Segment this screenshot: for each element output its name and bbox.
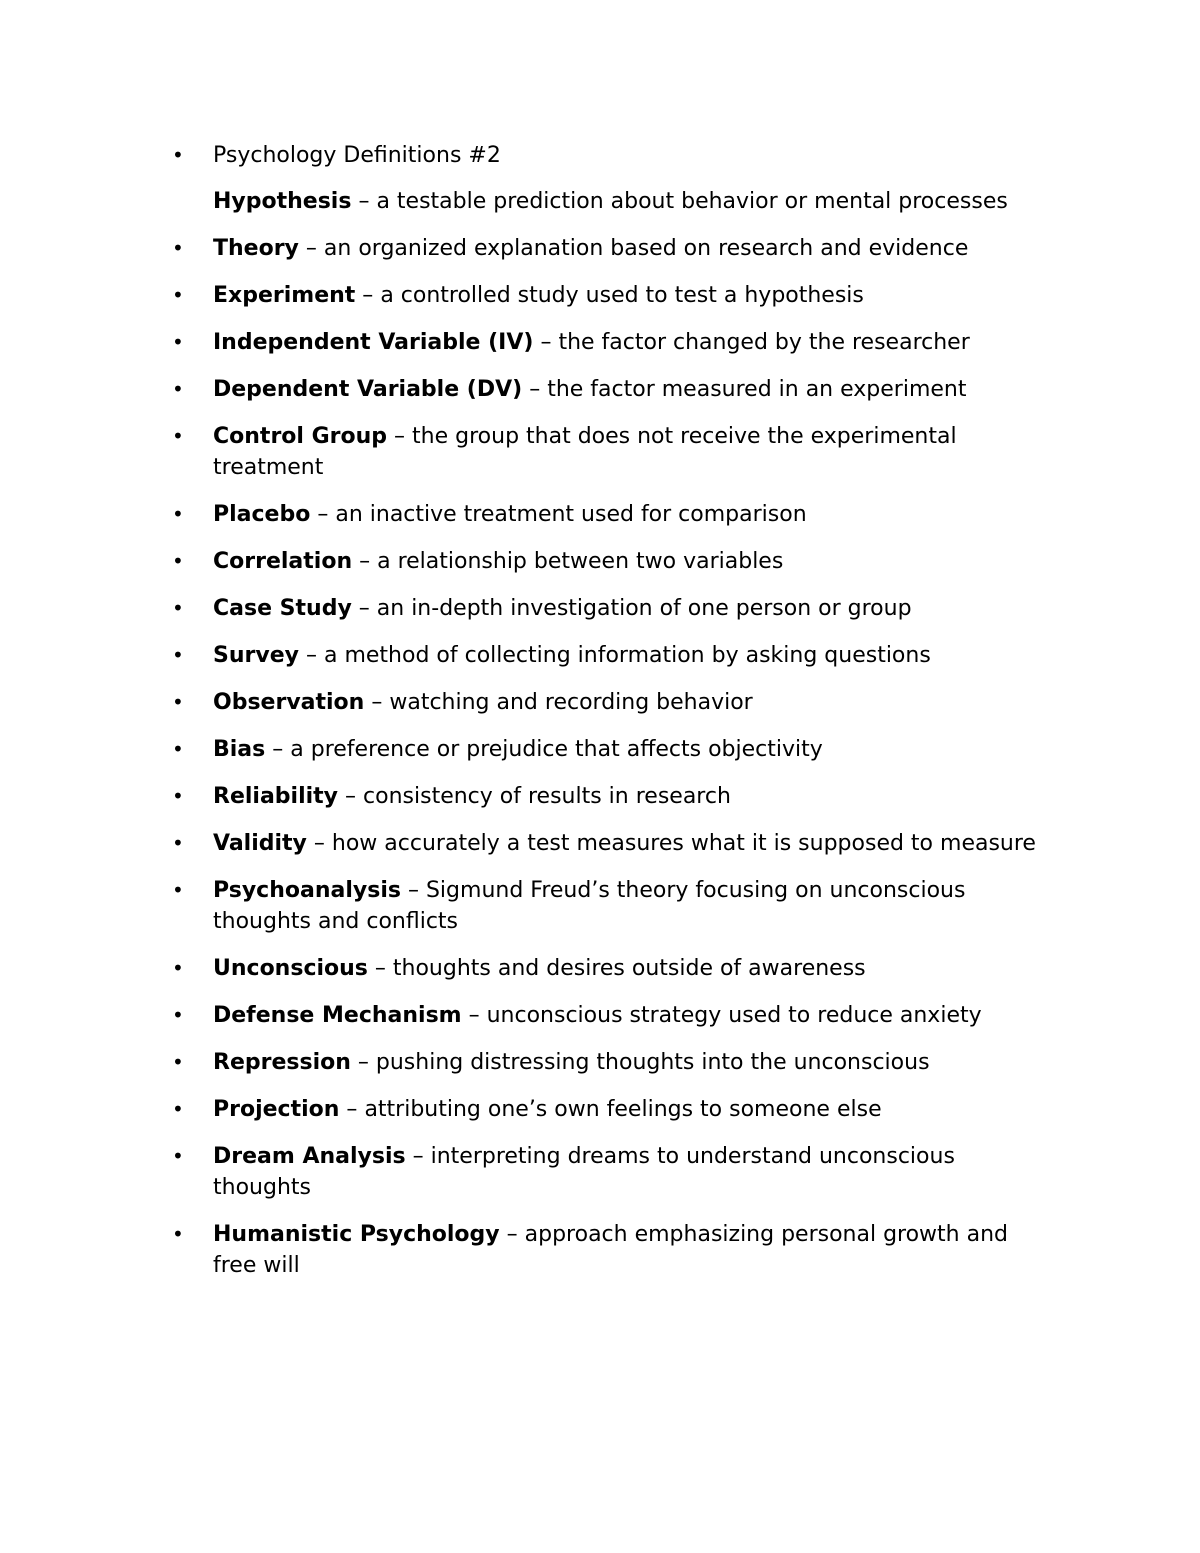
definition-separator: –	[306, 831, 332, 856]
definition-text: a method of collecting information by asking questions	[323, 643, 931, 668]
definition-separator: –	[339, 1097, 365, 1122]
definition-separator: –	[351, 596, 377, 621]
definition-text: approach emphasizing personal growth and free will	[213, 1222, 1009, 1278]
definition-term: Defense Mechanism	[213, 1003, 462, 1028]
definition-separator: –	[310, 502, 336, 527]
definition-term: Survey	[213, 643, 299, 668]
definition-term: Observation	[213, 690, 365, 715]
definition-term: Humanistic Psychology	[213, 1222, 500, 1247]
definition-text: interpreting dreams to understand unconscious thoughts	[213, 1144, 955, 1200]
definition-text: consistency of results in research	[363, 784, 731, 809]
definition-separator: –	[461, 1003, 487, 1028]
definition-term: Unconscious	[213, 956, 368, 981]
definition-term: Dependent Variable (DV)	[213, 377, 523, 402]
definition-term: Placebo	[213, 502, 311, 527]
bullet-icon: •	[172, 377, 184, 401]
bullet-icon: •	[172, 1097, 184, 1121]
list-item	[172, 421, 1052, 483]
list-item	[172, 327, 1052, 358]
definition-term: Theory	[213, 236, 299, 261]
definition-term: Projection	[213, 1097, 340, 1122]
list-item	[172, 499, 1052, 530]
bullet-icon: •	[172, 1222, 184, 1246]
definition-separator: –	[405, 1144, 431, 1169]
list-item	[172, 687, 1052, 718]
definition-text: the factor measured in an experiment	[547, 377, 967, 402]
list-item	[172, 1094, 1052, 1125]
list-item	[172, 1141, 1052, 1203]
list-item	[172, 640, 1052, 671]
document-title: Psychology Definitions #2	[213, 143, 501, 168]
list-item	[172, 374, 1052, 405]
definition-text: a preference or prejudice that affects objectivity	[290, 737, 823, 762]
definitions-list	[172, 140, 1052, 1297]
definition-term: Case Study	[213, 596, 352, 621]
definition-separator: –	[499, 1222, 525, 1247]
list-item	[172, 280, 1052, 311]
definition-separator: –	[298, 643, 324, 668]
definition-text: watching and recording behavior	[389, 690, 753, 715]
definition-separator: –	[338, 784, 364, 809]
definition-separator: –	[352, 549, 378, 574]
bullet-icon: •	[172, 424, 184, 448]
definition-term: Control Group	[213, 424, 388, 449]
definition-text: an inactive treatment used for comparison	[335, 502, 807, 527]
definition-separator: –	[298, 236, 324, 261]
bullet-icon: •	[172, 596, 184, 620]
definition-term: Reliability	[213, 784, 339, 809]
bullet-icon: •	[172, 1050, 184, 1074]
bullet-icon: •	[172, 737, 184, 761]
list-item	[172, 233, 1052, 264]
definition-term: Validity	[213, 831, 307, 856]
list-item	[172, 1219, 1052, 1281]
definition-text: unconscious strategy used to reduce anxiety	[486, 1003, 982, 1028]
list-item	[172, 734, 1052, 765]
bullet-icon: •	[172, 143, 184, 167]
bullet-icon: •	[172, 283, 184, 307]
definition-text: an organized explanation based on research and evidence	[323, 236, 969, 261]
definition-text: how accurately a test measures what it is supposed to measure	[331, 831, 1036, 856]
definition-text: Sigmund Freud’s theory focusing on unconscious thoughts and conflicts	[213, 878, 966, 934]
definition-term: Repression	[213, 1050, 351, 1075]
definition-term: Correlation	[213, 549, 353, 574]
definition-term: Dream Analysis	[213, 1144, 406, 1169]
definition-separator: –	[522, 377, 548, 402]
list-item	[172, 1047, 1052, 1078]
definition-text: attributing one’s own feelings to someone else	[364, 1097, 882, 1122]
definition-term: Hypothesis	[213, 189, 352, 214]
definition-separator: –	[387, 424, 413, 449]
definition-separator: –	[400, 878, 426, 903]
definition-text: an in-depth investigation of one person or group	[376, 596, 912, 621]
definition-text: a testable prediction about behavior or mental processes	[376, 189, 1008, 214]
list-item	[172, 953, 1052, 984]
list-item	[172, 593, 1052, 624]
bullet-icon: •	[172, 878, 184, 902]
list-item	[172, 546, 1052, 577]
bullet-icon: •	[172, 831, 184, 855]
definition-separator: –	[533, 330, 559, 355]
definition-text: a relationship between two variables	[377, 549, 784, 574]
definition-text: pushing distressing thoughts into the unconscious	[375, 1050, 930, 1075]
definition-text: a controlled study used to test a hypothesis	[380, 283, 864, 308]
definition-term: Psychoanalysis	[213, 878, 401, 903]
bullet-icon: •	[172, 1003, 184, 1027]
definition-term: Independent Variable (IV)	[213, 330, 534, 355]
bullet-icon: •	[172, 330, 184, 354]
definition-separator: –	[351, 189, 377, 214]
bullet-icon: •	[172, 690, 184, 714]
bullet-icon: •	[172, 1144, 184, 1168]
definition-term: Bias	[213, 737, 266, 762]
list-item	[172, 828, 1052, 859]
list-item-title	[172, 140, 1052, 171]
definition-separator: –	[367, 956, 393, 981]
definition-separator: –	[355, 283, 381, 308]
bullet-icon: •	[172, 549, 184, 573]
definition-text: the group that does not receive the experimental treatment	[213, 424, 957, 480]
bullet-icon: •	[172, 784, 184, 808]
definition-separator: –	[265, 737, 291, 762]
bullet-icon: •	[172, 956, 184, 980]
definition-separator: –	[350, 1050, 376, 1075]
bullet-icon: •	[172, 502, 184, 526]
list-item	[172, 781, 1052, 812]
list-item	[172, 186, 1052, 217]
definition-term: Experiment	[213, 283, 356, 308]
definition-text: the factor changed by the researcher	[558, 330, 970, 355]
list-item	[172, 875, 1052, 937]
definition-text: thoughts and desires outside of awareness	[392, 956, 866, 981]
list-item	[172, 1000, 1052, 1031]
bullet-icon: •	[172, 236, 184, 260]
definition-separator: –	[364, 690, 390, 715]
bullet-icon: •	[172, 643, 184, 667]
